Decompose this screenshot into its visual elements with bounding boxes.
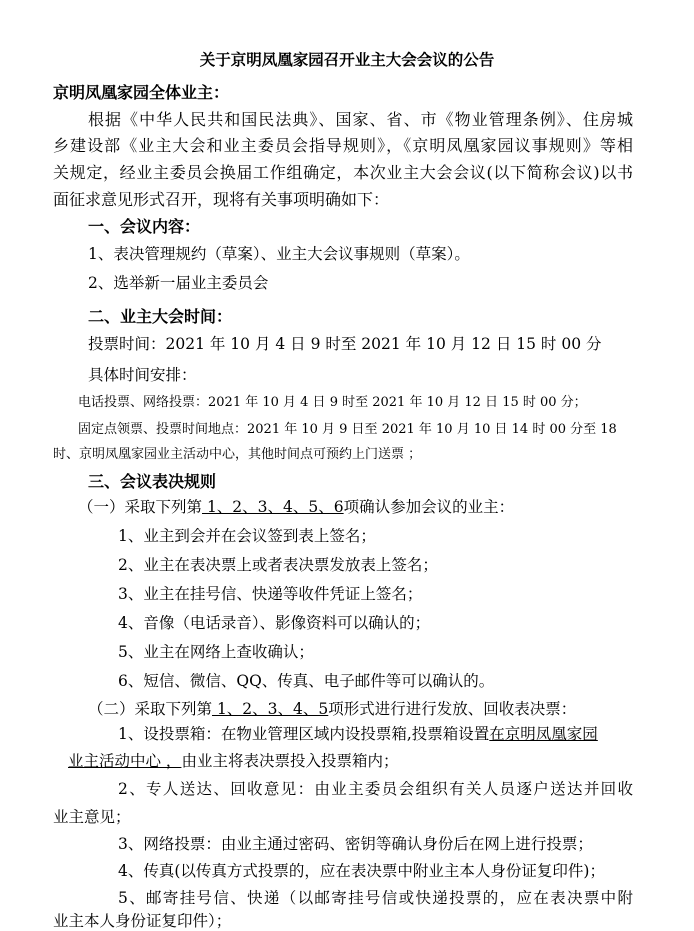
part2-item-1-location-cont: 业主活动中心 ，	[68, 752, 182, 770]
intro-line-3: 关规定，经业主委员会换届工作组确定，本次业主大会会议(以下简称会议)以书	[53, 163, 633, 182]
part1-item-1: 1、业主到会并在会议签到表上签名；	[118, 527, 376, 545]
part1-item-5: 5、业主在网络上查收确认；	[118, 643, 314, 661]
part1-item-3: 3、业主在挂号信、快递等收件凭证上签名；	[118, 585, 423, 603]
section3-heading: 三、会议表决规则	[88, 472, 217, 491]
part2-item-5-line-2: 业主本人身份证复印件）；	[53, 912, 232, 930]
part1-prefix: （一）采取下列第	[78, 498, 203, 516]
part2-item-2-line-2: 业主意见；	[53, 808, 131, 826]
fixed-point-line-1: 固定点领票、投票时间地点：2021 年 10 月 9 日至 2021 年 10 月 10 日 14 时 00 分至 18	[78, 422, 617, 437]
intro-line-2: 乡建设部《业主大会和业主委员会指导规则》，《京明凤凰家园议事规则》等相	[53, 136, 633, 155]
part2-numbers: 1、2、3、4、5	[212, 700, 329, 718]
part1-item-6: 6、短信、微信、QQ、传真、电子邮件等可以确认的。	[118, 672, 495, 690]
phone-net-vote-time: 电话投票、网络投票：2021 年 10 月 4 日 9 时至 2021 年 10 月 12 日 15 时 00 分；	[78, 395, 587, 410]
intro-line-4: 面征求意见形式召开，现将有关事项明确如下：	[53, 190, 390, 209]
part2-item-1-line-1	[118, 722, 598, 744]
part1-item-4: 4、音像（电话录音）、影像资料可以确认的；	[118, 614, 431, 632]
part2-item-1-text: 1、设投票箱：在物业管理区域内设投票箱,投票箱设置	[118, 725, 490, 743]
part1-header	[78, 495, 514, 517]
part2-item-2-line-1: 2、专人送达、回收意见：由业主委员会组织有关人员逐户送达并回收	[118, 780, 633, 798]
part1-suffix: 项确认参加会议的业主：	[343, 498, 515, 516]
part2-item-3: 3、网络投票：由业主通过密码、密钥等确认身份后在网上进行投票；	[118, 835, 593, 853]
intro-line-1: 根据《中华人民共和国民法典》、国家、省、市《物业管理条例》、住房城	[88, 110, 633, 129]
section1-heading: 一、会议内容：	[88, 217, 201, 236]
part2-header	[88, 697, 576, 719]
section1-item-1: 1、表决管理规约（草案）、业主大会议事规则（草案）。	[88, 245, 470, 263]
part2-item-1-location: 在京明凤凰家园	[489, 725, 598, 743]
salutation: 京明凤凰家园全体业主：	[53, 83, 230, 102]
part2-item-1-line-2	[68, 749, 398, 771]
part1-numbers: 1、2、3、4、5、6	[202, 498, 344, 516]
section2-heading: 二、业主大会时间：	[88, 307, 233, 326]
schedule-label: 具体时间安排：	[88, 366, 197, 384]
part2-item-1-text-cont: 由业主将表决票投入投票箱内；	[181, 752, 399, 770]
part2-prefix: （二）采取下列第	[88, 700, 213, 718]
part2-item-5-line-1: 5、邮寄挂号信、快递（以邮寄挂号信或快递投票的，应在表决票中附	[118, 889, 633, 907]
part1-item-2: 2、业主在表决票上或者表决票发放表上签名；	[118, 556, 438, 574]
fixed-point-line-2: 时、京明凤凰家园业主活动中心，其他时间点可预约上门送票 ；	[53, 447, 422, 462]
document-title: 关于京明凤凰家园召开业主大会会议的公告	[199, 51, 495, 69]
part2-suffix: 项形式进行进行发放、回收表决票：	[328, 700, 577, 718]
vote-time: 投票时间：2021 年 10 月 4 日 9 时至 2021 年 10 月 12 日 15 时 00 分	[88, 335, 602, 353]
part2-item-4: 4、传真(以传真方式投票的，应在表决票中附业主本人身份证复印件)；	[118, 862, 605, 880]
section1-item-2: 2、选举新一届业主委员会	[88, 274, 269, 292]
